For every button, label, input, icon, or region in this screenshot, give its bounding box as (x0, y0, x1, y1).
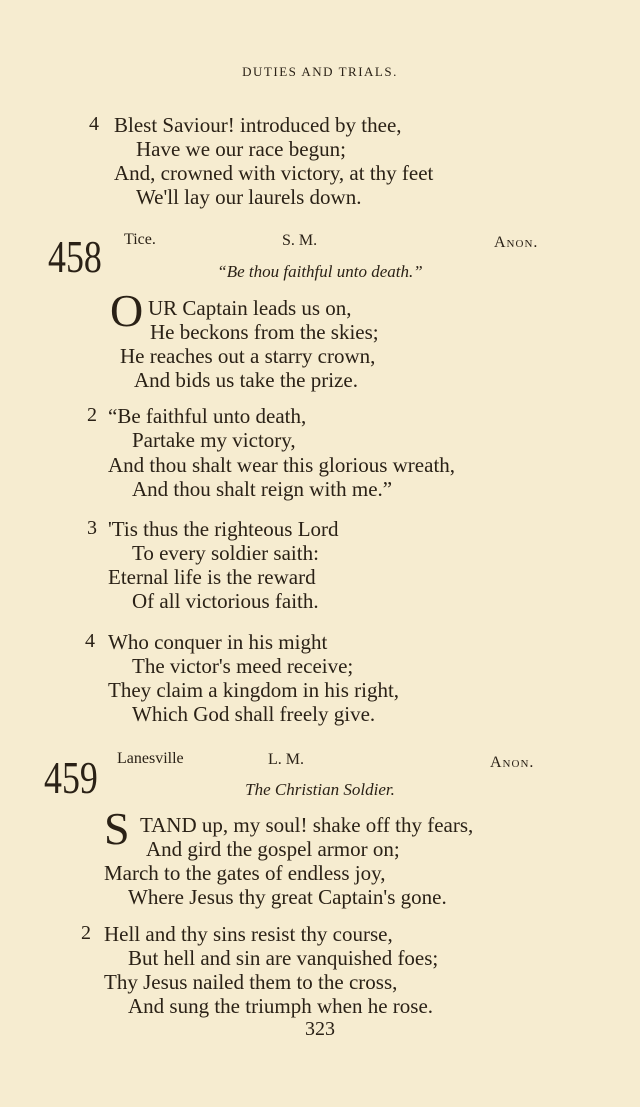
verse-line: But hell and sin are vanquished foes; (128, 946, 439, 970)
verse-line: Of all victorious faith. (132, 589, 319, 613)
hymn-subtitle: “Be thou faithful unto death.” (217, 262, 423, 281)
verse-line: 'Tis thus the righteous Lord (108, 517, 339, 541)
hymn-number: 458 (48, 231, 102, 282)
author: Anon. (490, 754, 535, 771)
verse-line: To every soldier saith: (132, 541, 319, 565)
verse-number: 2 (87, 404, 97, 426)
verse-line: Eternal life is the reward (108, 565, 316, 589)
verse-number: 4 (85, 630, 95, 652)
verse-line: And, crowned with victory, at thy feet (114, 161, 434, 185)
hymn-subtitle: The Christian Soldier. (245, 780, 395, 799)
verse-line: TAND up, my soul! shake off thy fears, (140, 813, 474, 837)
page-number: 323 (305, 1018, 335, 1040)
verse-line: He beckons from the skies; (150, 320, 379, 344)
verse-line: “Be faithful unto death, (108, 404, 307, 428)
verse-line: He reaches out a starry crown, (120, 344, 376, 368)
author: Anon. (494, 234, 539, 251)
meter: L. M. (268, 751, 304, 768)
running-header: DUTIES AND TRIALS. (242, 64, 398, 79)
verse-line: Who conquer in his might (108, 630, 328, 654)
verse-line: Partake my victory, (132, 428, 296, 452)
verse-line: UR Captain leads us on, (148, 296, 352, 320)
tune-name: Tice. (124, 231, 156, 248)
verse-line: Where Jesus thy great Captain's gone. (128, 885, 447, 909)
meter: S. M. (282, 232, 318, 249)
verse-line: Thy Jesus nailed them to the cross, (104, 970, 398, 994)
verse-line: March to the gates of endless joy, (104, 861, 386, 885)
verse-line: Which God shall freely give. (132, 702, 376, 726)
hymn-number: 459 (44, 752, 98, 803)
verse-line: They claim a kingdom in his right, (108, 678, 400, 702)
verse-line: We'll lay our laurels down. (136, 185, 362, 209)
verse-line: Hell and thy sins resist thy course, (104, 922, 393, 946)
tune-name: Lanesville (117, 750, 184, 767)
verse-line: And bids us take the prize. (134, 368, 358, 392)
verse-line: And sung the triumph when he rose. (128, 994, 434, 1018)
verse-number: 2 (81, 922, 91, 944)
drop-cap: S (104, 803, 130, 854)
verse-line: The victor's meed receive; (132, 654, 354, 678)
drop-cap: O (110, 285, 144, 336)
verse-line: And thou shalt wear this glorious wreath, (108, 453, 456, 477)
verse-line: And thou shalt reign with me.” (132, 477, 393, 501)
verse-number: 4 (89, 113, 99, 135)
verse-line: Blest Saviour! introduced by thee, (114, 113, 402, 137)
verse-line: Have we our race begun; (136, 137, 346, 161)
verse-number: 3 (87, 517, 97, 539)
verse-line: And gird the gospel armor on; (146, 837, 400, 861)
